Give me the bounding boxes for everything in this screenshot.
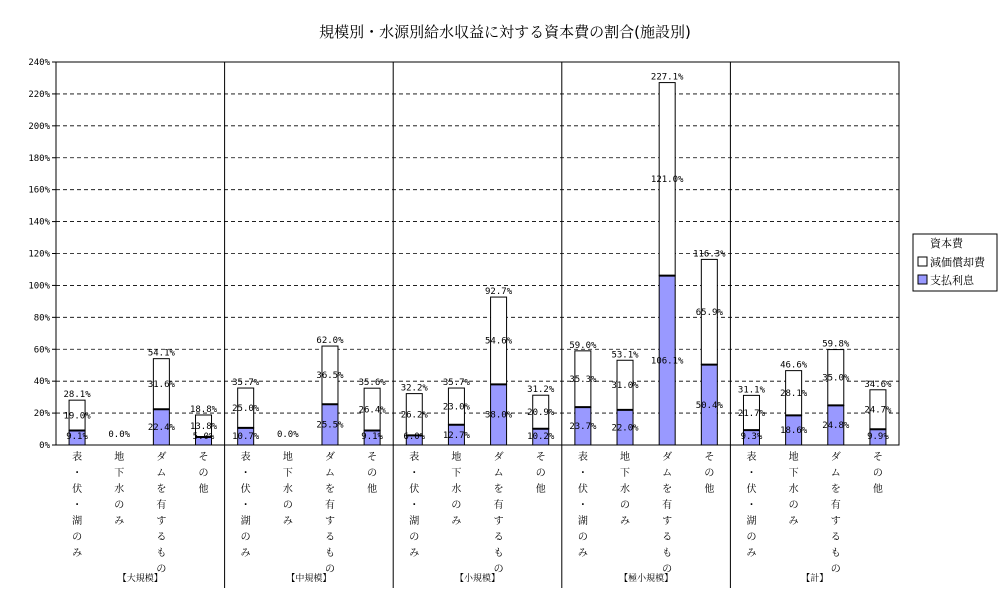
category-label-1-0-char-1: ・ [240,468,251,479]
category-label-0-2-char-2: を [156,484,167,495]
category-label-2-2-char-0: ダ [493,452,504,463]
category-label-1-3-char-1: の [367,468,378,479]
label-interest-1-0: 10.7% [232,432,260,442]
label-interest-0-3: 5.0% [192,432,215,442]
category-label-0-1-char-0: 地 [114,452,125,463]
category-label-2-2-char-3: 有 [493,500,504,511]
label-depreciation-3-0: 35.3% [569,375,597,386]
label-depreciation-1-3: 26.4% [358,405,386,416]
y-tick-label-200: 200% [28,121,50,132]
label-depreciation-4-3: 24.7% [864,405,892,416]
legend-label-interest: 支払利息 [930,274,974,287]
category-label-3-2-char-6: も [662,548,673,559]
category-label-2-2-char-5: る [493,532,504,543]
y-tick-label-240: 240% [28,58,50,68]
category-label-3-2-char-3: 有 [662,500,673,511]
category-label-3-0-char-5: の [577,532,588,543]
category-label-3-1-char-0: 地 [620,452,631,463]
group-label-2: 【小規模】 [454,574,501,584]
legend [913,234,997,291]
y-tick-label-160: 160% [28,185,50,196]
category-label-0-3-char-1: の [198,468,209,479]
category-label-0-3-char-0: そ [198,452,209,463]
category-label-1-1-char-2: 水 [282,484,293,495]
category-label-1-2-char-7: の [324,564,335,575]
category-label-4-0-char-6: み [746,548,757,559]
category-label-3-0-char-1: ・ [577,468,588,479]
category-label-2-1-char-2: 水 [451,484,462,495]
group-label-0: 【大規模】 [117,574,163,584]
category-label-2-0-char-5: の [409,532,420,543]
category-label-4-3-char-2: 他 [872,484,883,495]
category-label-3-3-char-0: そ [704,452,715,463]
label-depreciation-2-2: 54.6% [485,336,513,347]
category-label-1-0-char-4: 湖 [240,516,251,527]
label-total-3-2: 227.1% [650,72,684,83]
legend-swatch-interest [918,275,927,284]
category-label-1-1-char-3: の [282,500,293,511]
legend-title: 資本費 [930,237,963,250]
label-interest-4-3: 9.9% [867,432,889,442]
y-tick-label-220: 220% [28,89,50,100]
label-total-2-3: 31.2% [527,385,555,396]
legend-label-depreciation: 減価償却費 [930,256,985,269]
category-label-1-3-char-0: そ [367,452,378,463]
label-total-1-3: 35.6% [358,378,386,389]
category-label-2-2-char-6: も [493,548,504,559]
category-label-4-1-char-2: 水 [788,484,799,495]
y-tick-label-120: 120% [28,249,50,260]
category-label-4-2-char-5: る [830,532,841,543]
category-label-4-2-char-4: す [830,516,841,527]
y-tick-label-80: 80% [33,313,50,324]
label-depreciation-2-3: 20.9% [527,407,555,418]
category-label-3-3-char-2: 他 [704,484,715,495]
category-label-1-2-char-1: ム [324,468,335,479]
y-tick-label-0: 0% [39,441,50,451]
category-label-4-0-char-5: の [746,532,757,543]
category-label-1-2-char-4: す [324,516,335,527]
label-total-3-3: 116.3% [693,249,726,260]
category-label-2-0-char-3: ・ [409,500,420,511]
category-label-3-0-char-3: ・ [577,500,588,511]
label-total-4-2: 59.8% [822,339,850,350]
category-label-3-1-char-4: み [620,516,631,527]
label-depreciation-3-2: 121.0% [650,175,684,186]
category-label-2-1-char-4: み [451,516,462,527]
label-interest-2-0: 6.0% [403,432,426,442]
label-interest-4-0: 9.3% [740,432,763,442]
label-interest-0-2: 22.4% [147,423,175,434]
label-total-4-0: 31.1% [737,385,766,396]
category-label-3-1-char-2: 水 [620,484,631,495]
category-label-3-0-char-0: 表 [577,452,588,463]
legend-swatch-depreciation [918,257,927,266]
label-total-4-1: 46.6% [780,360,808,371]
label-depreciation-0-2: 31.6% [147,379,175,390]
label-total-2-2: 92.7% [485,287,513,298]
category-label-1-2-char-5: る [324,532,335,543]
label-depreciation-1-0: 25.0% [232,403,260,414]
y-tick-label-40: 40% [33,377,50,388]
category-label-0-3-char-2: 他 [198,484,209,495]
category-label-1-2-char-3: 有 [324,500,335,511]
label-depreciation-2-1: 23.0% [442,402,470,413]
category-label-4-3-char-0: そ [872,452,883,463]
category-label-4-2-char-6: も [830,548,841,559]
category-label-0-0-char-0: 表 [72,452,83,463]
category-label-4-0-char-0: 表 [746,452,757,463]
label-total-1-0: 35.7% [232,378,260,389]
label-total-0-1: 0.0% [108,430,131,440]
category-label-4-2-char-3: 有 [830,500,841,511]
category-label-0-2-char-1: ム [156,468,167,479]
label-interest-3-0: 23.7% [569,422,597,433]
category-label-4-1-char-3: の [788,500,799,511]
category-label-0-2-char-4: す [156,516,167,527]
group-label-4: 【計】 [801,574,829,584]
category-label-0-1-char-1: 下 [114,468,125,479]
label-interest-1-3: 9.1% [361,432,383,442]
category-label-1-2-char-0: ダ [324,452,335,463]
category-label-3-2-char-1: ム [662,468,673,479]
category-label-1-2-char-6: も [324,548,335,559]
label-depreciation-4-0: 21.7% [737,408,766,419]
data-labels [64,73,893,442]
y-tick-label-100: 100% [28,281,50,292]
category-label-4-0-char-2: 伏 [746,484,757,495]
category-label-2-1-char-3: の [451,500,462,511]
category-label-3-2-char-4: す [662,516,673,527]
label-interest-3-3: 50.4% [695,400,723,411]
label-total-1-1: 0.0% [276,430,299,440]
label-total-3-0: 59.0% [569,340,597,351]
category-label-4-1-char-0: 地 [788,452,799,463]
category-label-4-0-char-3: ・ [746,500,757,511]
category-label-0-1-char-2: 水 [114,484,125,495]
category-label-0-2-char-5: る [156,532,167,543]
label-depreciation-4-2: 35.0% [822,373,850,384]
category-label-0-1-char-4: み [114,516,125,527]
label-interest-0-0: 9.1% [66,432,88,442]
label-depreciation-2-0: 26.2% [400,410,428,421]
category-label-2-1-char-1: 下 [451,468,462,479]
category-label-4-1-char-4: み [788,516,799,527]
y-tick-label-140: 140% [28,217,50,228]
category-label-3-0-char-6: み [577,548,588,559]
y-tick-label-20: 20% [33,409,50,420]
category-label-3-0-char-4: 湖 [577,516,588,527]
category-label-2-1-char-0: 地 [451,452,462,463]
label-interest-4-2: 24.8% [822,421,850,432]
label-depreciation-0-0: 19.0% [63,411,91,422]
category-label-3-0-char-2: 伏 [577,484,588,495]
category-label-2-2-char-4: す [493,516,504,527]
label-total-3-1: 53.1% [611,350,639,361]
category-label-1-2-char-2: を [324,484,335,495]
label-interest-4-1: 18.6% [780,426,808,437]
y-tick-label-60: 60% [33,345,50,356]
category-label-0-0-char-1: ・ [72,468,83,479]
category-label-3-3-char-1: の [704,468,715,479]
category-label-0-0-char-6: み [72,548,83,559]
category-label-1-0-char-5: の [240,532,251,543]
category-label-2-2-char-1: ム [493,468,504,479]
label-depreciation-3-1: 31.0% [611,381,639,392]
category-label-4-3-char-1: の [872,468,883,479]
category-label-0-2-char-6: も [156,548,167,559]
category-label-0-1-char-3: の [114,500,125,511]
category-label-1-0-char-3: ・ [240,500,251,511]
label-interest-2-1: 12.7% [442,430,470,441]
category-label-2-3-char-1: の [535,468,546,479]
category-label-1-3-char-2: 他 [367,484,378,495]
y-tick-label-180: 180% [28,153,50,164]
label-total-2-1: 35.7% [442,378,470,389]
category-label-4-2-char-7: の [830,564,841,575]
label-depreciation-3-3: 65.9% [695,307,723,318]
label-total-0-0: 28.1% [63,390,91,401]
label-interest-2-2: 38.0% [485,410,513,421]
category-label-0-2-char-3: 有 [156,500,167,511]
category-label-2-0-char-6: み [409,548,420,559]
category-label-1-0-char-0: 表 [240,452,251,463]
label-total-4-3: 34.6% [864,379,892,390]
category-label-4-0-char-4: 湖 [746,516,757,527]
category-label-1-1-char-0: 地 [282,452,293,463]
chart-title: 規模別・水源別給水収益に対する資本費の割合(施設別) [319,23,691,41]
label-interest-1-2: 25.5% [316,420,344,431]
label-interest-3-1: 22.0% [611,423,639,434]
category-label-4-1-char-1: 下 [788,468,799,479]
category-label-0-0-char-4: 湖 [72,516,83,527]
label-depreciation-4-1: 28.1% [780,388,808,399]
category-label-3-1-char-1: 下 [620,468,631,479]
label-total-1-2: 62.0% [316,336,344,347]
category-label-2-0-char-2: 伏 [409,484,420,495]
label-total-0-2: 54.1% [147,348,175,359]
category-label-3-2-char-5: る [662,532,673,543]
category-label-4-0-char-1: ・ [746,468,757,479]
category-label-2-3-char-0: そ [535,452,546,463]
category-label-2-0-char-1: ・ [409,468,420,479]
category-label-3-1-char-3: の [620,500,631,511]
category-label-2-0-char-4: 湖 [409,516,420,527]
category-label-1-1-char-1: 下 [282,468,293,479]
group-label-3: 【極小規模】 [619,574,674,584]
label-depreciation-1-2: 36.5% [316,371,344,382]
category-label-0-0-char-5: の [72,532,83,543]
group-label-1: 【中規模】 [286,574,332,584]
category-label-0-0-char-3: ・ [72,500,83,511]
label-total-2-0: 32.2% [400,383,428,394]
category-label-2-2-char-2: を [493,484,504,495]
category-label-0-2-char-0: ダ [156,452,167,463]
category-label-1-0-char-6: み [240,548,251,559]
category-labels [72,450,883,584]
category-label-2-0-char-0: 表 [409,452,420,463]
category-label-1-0-char-2: 伏 [240,484,251,495]
category-label-4-2-char-2: を [830,484,841,495]
label-depreciation-0-3: 13.8% [189,422,218,433]
category-label-2-3-char-2: 他 [535,484,546,495]
category-label-1-1-char-4: み [282,516,293,527]
category-label-3-2-char-0: ダ [662,452,673,463]
category-label-2-2-char-7: の [493,564,504,575]
label-total-0-3: 18.8% [189,404,218,415]
category-label-0-0-char-2: 伏 [72,484,83,495]
category-label-0-2-char-7: の [156,564,167,575]
label-interest-2-3: 10.2% [527,432,555,442]
category-label-3-2-char-7: の [662,564,673,575]
label-interest-3-2: 106.1% [650,356,684,367]
category-label-3-2-char-2: を [662,484,673,495]
category-label-4-2-char-1: ム [830,468,841,479]
category-label-4-2-char-0: ダ [830,452,841,463]
